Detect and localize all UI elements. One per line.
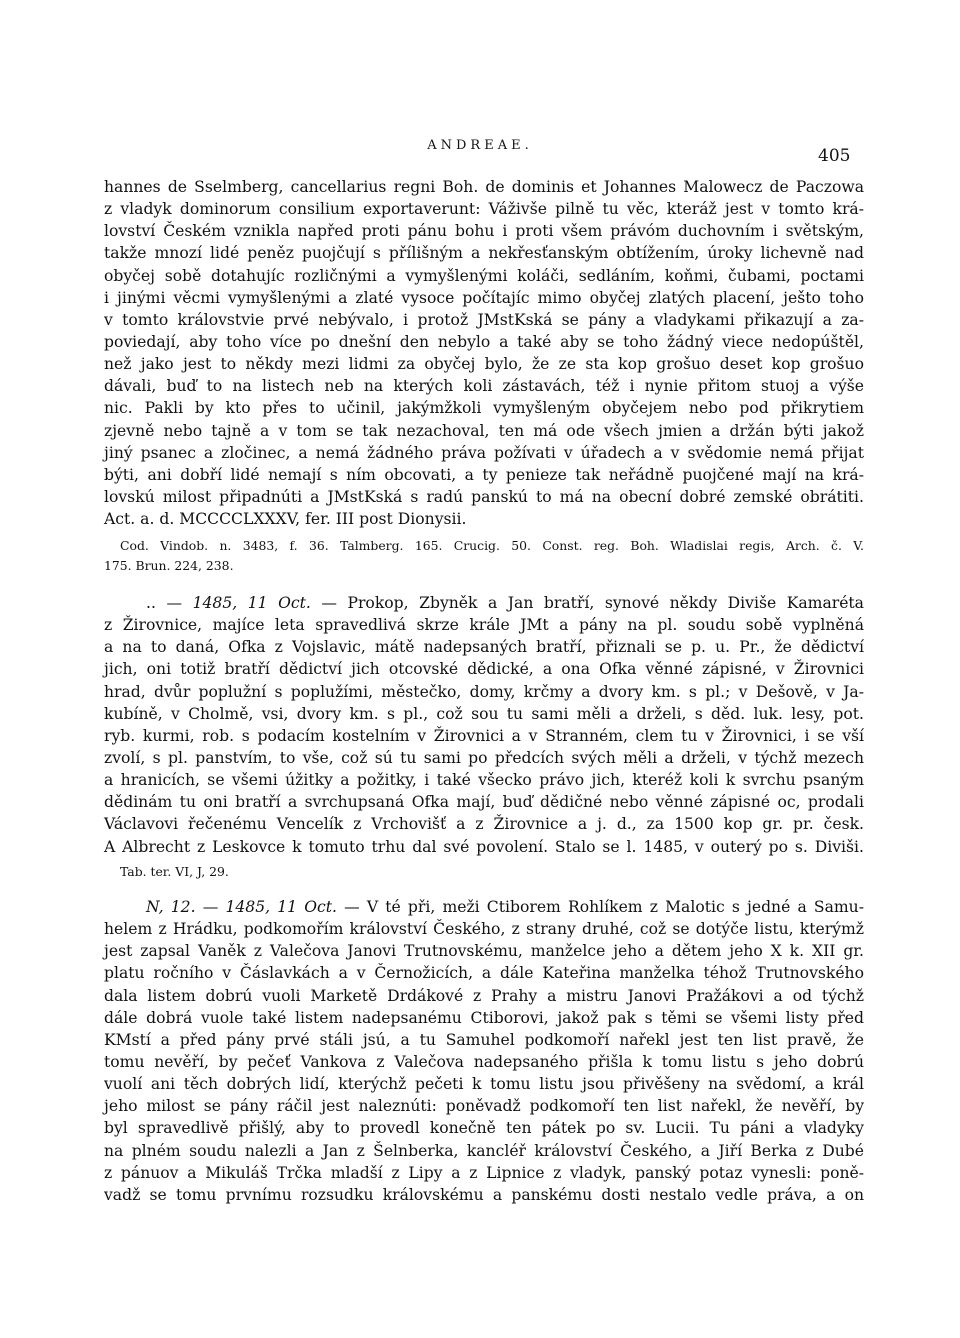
text-line: Act. a. d. MCCCCLXXXV, fer. III post Dionysii.	[104, 510, 467, 529]
text-line: vadž se tomu prvnímu rozsudku královskému a panskému dosti nestalo vedle práva, a on	[104, 1185, 864, 1204]
text-line: hannes de Sselmberg, cancellarius regni Boh. de dominis et Johannes Malowecz de Paczowa	[104, 178, 864, 196]
entry-heading-line	[104, 896, 864, 918]
section-1485-oct-11-zirovnice	[104, 592, 864, 882]
text-line: dala listem dobrú vuoli Marketě Drdákové z Prahy a mistru Janovi Pražákovi a od týchž	[104, 986, 864, 1005]
citation-line: 175. Brun. 224, 238.	[104, 558, 234, 574]
text-line: helem z Hrádku, podkomořím království Českého, z strany druhé, což se dotýče listu, kterýmž	[104, 920, 864, 939]
text-line: lovskú milost připadnúti a JMstKská s radú panskú to má na obecní dobré zemské obrátiti.	[104, 487, 864, 506]
text-line: — Prokop, Zbyněk a Jan bratří, synové někdy Diviše Kamaréta	[321, 594, 864, 612]
text-line: i jinými věcmi vymyšlenými a zlaté vysoce počítajíc mimo obyčej zlatých placení, ješto toho	[104, 288, 864, 307]
text-line: nic. Pakli by kto přes to učinil, jakýmžkoli vymyšleným obyčejem nebo pod přikrytiem	[104, 399, 864, 418]
text-line: poviedají, aby toho více po dnešní den nebylo a také aby se toho žádný viece nedopúštěl,	[104, 332, 864, 351]
text-line: KMstí a před pány prvé stáli jsú, a tu Samuhel podkomoří nařekl jest ten list pravě, že	[104, 1030, 864, 1049]
entry-date: — 1485, 11 Oct.	[202, 898, 337, 916]
text-line: tomu nevěří, by pečeť Vankova z Valečova nadepsaného přišla k tomu listu s jeho dobrú	[104, 1052, 864, 1071]
text-line: dále dobrá vuole také listem nadepsanému Ctiborovi, jakož pak s těmi se všemi listy před	[104, 1008, 864, 1027]
section-andreae-decree	[104, 176, 864, 576]
text-line: Václavovi řečenému Vencelík z Vrchovišť a z Žirovnice a j. d., za 1500 kop gr. pr. česk.	[104, 815, 864, 834]
text-line: jiný psanec a zločinec, a nemá žádného práva požívati v úřadech a v svědomie nemá přijat	[104, 443, 864, 462]
page-number: 405	[818, 146, 851, 166]
text-line: než jako jest to někdy mezi lidmi za obyčej bylo, že ze sta kop grošuo deset kop grošuo	[104, 355, 864, 374]
text-line: hrad, dvůr poplužní s poplužími, městečko, domy, krčmy a dvory km. s pl.; v Dešově, v Ja-	[104, 682, 864, 701]
running-head: ANDREAE.	[427, 138, 533, 153]
text-line: dávali, buď to na listech neb na kterých koli zástavách, též i nynie přitom stuoj a výše	[104, 377, 864, 396]
text-line: platu ročního v Čáslavkách a v Černožicích, a dále Kateřina manželka téhož Trutnovského	[104, 964, 864, 983]
text-line: zvolí, s pl. panstvím, to vše, což sú tu sami po předcích svých měli a drželi, v týchž mezech	[104, 748, 864, 767]
citation-line: Tab. ter. VI, J, 29.	[120, 863, 229, 879]
text-line: jeho milost se pány ráčil jest naleznúti: poněvadž podkomoří ten list nařekl, že nevěří, by	[104, 1097, 864, 1116]
text-line: na plném soudu nalezli a Jan z Šelnberka, kancléř království Českého, a Jiří Berka z Dubé	[104, 1141, 864, 1160]
text-line: — V té při, meži Ctiborem Rohlíkem z Malotic s jedné a Samu-	[344, 898, 864, 916]
section-n12-1485-oct-11	[104, 896, 864, 1206]
text-line: z vladyk dominorum consilium exportaverunt: Váživše pilně tu věc, kteráž jest v tomto krá-	[104, 200, 864, 219]
text-line: vuolí ani těch dobrých lidí, kterýchž pečeti k tomu listu jsou přivěšeny na svědomí, a král	[104, 1075, 864, 1094]
citation-line: Cod. Vindob. n. 3483, f. 36. Talmberg. 165. Crucig. 50. Const. reg. Boh. Wladislai regis, Arch. č. V.	[120, 538, 864, 554]
entry-date: — 1485, 11 Oct.	[166, 594, 311, 612]
text-line: obyčej sobě dotahujíc rozličnými a vymyšlenými koláči, sedláním, koňmi, čubami, poctami	[104, 266, 864, 285]
text-line: lovství Českém vznikla napřed proti pánu bohu i proti všem právóm duchovním i světským,	[104, 222, 864, 241]
text-line: byl spravedlivě přišlý, aby to provedl konečně ten pátek po sv. Lucii. Tu páni a vladyky	[104, 1119, 864, 1138]
text-line: takže mnozí lidé peněz puojčují s přílišným a nekřesťanským obtížením, úroky lichevně nad	[104, 244, 864, 263]
text-line: býti, ani dobří lidé nemají s ním obcovati, a ty penieze tak neřádně puojčené mají na krá-	[104, 465, 864, 484]
text-line: z pánuov a Mikuláš Trčka mladší z Lipy a z Lipnice z vladyk, panský potaz vynesli: poně-	[104, 1163, 864, 1182]
text-line: jest zapsal Vaněk z Valečova Janovi Trutnovskému, manželce jeho a dětem jeho X k. XII gr.	[104, 942, 864, 961]
text-line: zjevně nebo tajně a v tom se tak nezachoval, ten má ode všech jmien a držán býti jakož	[104, 421, 864, 440]
entry-number: N, 12.	[146, 898, 196, 916]
text-line: a na to daná, Ofka z Vojslavic, mátě nadepsaných bratří, přiznali se p. u. Pr., že dědictví	[104, 638, 864, 657]
text-line: ryb. kurmi, rob. s podacím kostelním v Žirovnici a v Stranném, clem tu v Žirovnici, i se vší	[104, 726, 864, 745]
text-line: A Albrecht z Leskovce k tomuto trhu dal své povolení. Stalo se l. 1485, v outerý po s. Diviši.	[104, 837, 864, 856]
text-line: a hranicích, se všemi úžitky a požitky, i také všecko právo jich, kteréž koli k svrchu psaným	[104, 771, 864, 790]
text-line: dědinám tu oni bratří a svrchupsaná Ofka mají, buď dědičné nebo věnné zápisné oc, prodali	[104, 793, 864, 812]
entry-heading-line	[104, 592, 864, 614]
text-line: kubíně, v Cholmě, vsi, dvory km. s pl., což sou tu sami měli a drželi, s děd. luk. lesy, pot.	[104, 704, 864, 723]
text-line: z Žirovnice, majíce leta spravedlivá skrze krále JMt a pány na pl. soudu sobě vyplněná	[104, 616, 864, 635]
text-line: v tomto královstvie prvé nebývalo, i protož JMstKská se pány a vladykami přikazují a za-	[104, 310, 864, 329]
lead-dots: ..	[146, 594, 156, 612]
text-line: jich, oni totiž bratří dědictví jich otcovské dědické, a ona Ofka věnné zápisné, v Žirovnici	[104, 660, 864, 679]
